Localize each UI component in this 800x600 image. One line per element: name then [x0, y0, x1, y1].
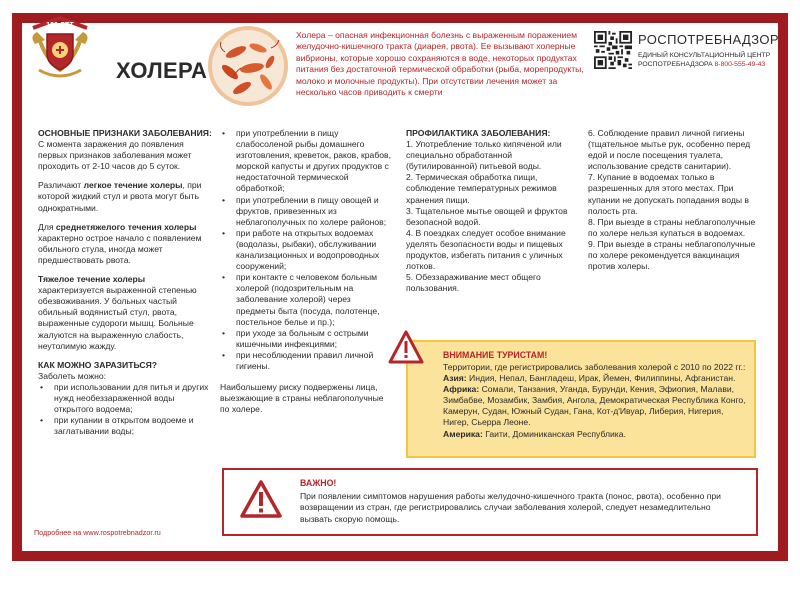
prevention-item: 3. Тщательное мытье овощей и фруктов безопасной водой. [406, 205, 568, 227]
prevention-item: 6. Соблюдение правил личной гигиены (тщательное мытье рук, особенно перед едой и после посещения туалета, использование средств санитарии). [588, 128, 751, 172]
prevention-item: 5. Обеззараживание мест общего пользования. [406, 272, 541, 294]
vibrio-bacteria-icon [208, 26, 288, 106]
important-heading: ВАЖНО! [300, 478, 337, 488]
rospotrebnadzor-emblem-icon [25, 14, 95, 84]
prevention-item: 9. При выезде в страны неблагополучные по холере рекомендуется вакцинация против холеры. [588, 238, 756, 272]
severe-heading: Тяжелое течение холеры [38, 274, 146, 285]
prevention-heading: ПРОФИЛАКТИКА ЗАБОЛЕВАНИЯ: [406, 128, 551, 138]
qr-code-icon[interactable] [594, 31, 632, 69]
prevention-item: 1. Употребление только кипяченой или специально обработанной (бутилированной) питьевой воды. [406, 139, 562, 172]
tourist-warning-body [443, 362, 751, 440]
page-title: ХОЛЕРА [116, 58, 208, 83]
severe-text: характеризуется выраженной степенью обезвоживания. У больных частый обильный водянистый стул, рвота, выраженные судороги мышц. Больные жалуются на выраженную слабость, неутолимую жажду. [38, 285, 197, 351]
list-item: • при купании в открытом водоеме и заглатывании воды; [38, 415, 212, 437]
list-item: • при контакте с человеком больным холерой (подозрительным на заболевание холерой) через предметы быта (посуда, полотенце, постельное белье и пр.); [220, 272, 392, 327]
region-america: Америка: Гаити, Доминиканская Республика. [443, 428, 626, 439]
important-text: При появлении симптомов нарушения работы желудочно-кишечного тракта (понос, рвота), особенно при возвращении из стран, где регистрировались случаи заболевания холерой, следует незамедлительно вызвать скорую помощь. [300, 491, 721, 524]
prevention-item: 2. Термическая обработка пищи, соблюдение температурных режимов хранения пищи. [406, 172, 557, 205]
column-prevention-2 [588, 128, 758, 272]
risk-note: Наибольшему риску подвержены лица, выезжающие в страны неблагополучные по холере. [220, 382, 384, 415]
emblem-label: 100 ЛЕТ [46, 22, 74, 29]
intro-text: Холера – опасная инфекционная болезнь с выраженным поражением желудочно-кишечного тракта (диарея, рвота). Ее вызывают холерные вибрионы, которые хорошо сохраняются в воде, некоторых продуктах питания без достаточной термической обработки (рыба, морепродукты, молоко и молочные продукты). При отсутствии лечения может за несколько часов приводить к смерти [296, 30, 584, 98]
tourist-warning-heading: ВНИМАНИЕ ТУРИСТАМ! [443, 350, 548, 360]
org-name: РОСПОТРЕБНАДЗОР [638, 32, 779, 47]
prevention-item: 8. При выезде в страны неблагополучные по холере нельзя купаться в водоемах. [588, 216, 756, 238]
light-course-text: Различают легкое течение холеры, при которой жидкий стул и рвота могут быть однократными. [38, 180, 202, 213]
signs-heading: ОСНОВНЫЕ ПРИЗНАКИ ЗАБОЛЕВАНИЯ: [38, 128, 212, 138]
infection-list-1 [38, 382, 212, 437]
prevention-item: 4. В поездках следует особое внимание уделять безопасности воды и пищевых продуктов, избегать питания с уличных лотков. [406, 227, 566, 272]
hotline-phone[interactable]: 8-800-555-49-43 [714, 61, 766, 68]
column-infection [220, 128, 392, 423]
infection-intro: Заболеть можно: [38, 370, 107, 381]
infection-heading: КАК МОЖНО ЗАРАЗИТЬСЯ? [38, 359, 158, 370]
warning-triangle-icon [240, 480, 282, 518]
infection-list-2 [220, 128, 392, 372]
org-center-line1: ЕДИНЫЙ КОНСУЛЬТАЦИОННЫЙ ЦЕНТР [638, 52, 771, 59]
region-africa: Африка: Сомали, Танзания, Уганда, Бурунди, Кения, Эфиопия, Малави, Зимбабве, Мозамбик, Замбия, Ангола, Демократическая Республика Конго, Камерун, Судан, Южный Судан, Гана, Кот-д'Ивуар, Либерия, Нигерия, Нигер, Сьерра Леоне. [443, 384, 746, 428]
list-item: • при несоблюдении правил личной гигиены. [220, 350, 392, 372]
list-item: • при работе на открытых водоемах (водолазы, рыбаки), обслуживании канализационных и водопроводных сооружений; [220, 228, 392, 272]
column-prevention [406, 128, 578, 294]
org-center-line2 [638, 61, 765, 69]
column-signs [38, 128, 212, 437]
region-asia: Азия: Индия, Непал, Бангладеш, Ирак, Йемен, Филиппины, Афганистан. [443, 373, 736, 384]
tourist-warning-box [406, 340, 756, 458]
prevention-item: 7. Купание в водоемах только в разрешенных для этого местах. При купании не допускать попадания воды в полость рта. [588, 172, 749, 216]
list-item: • при использовании для питья и других нужд необеззараженной воды открытого водоема; [38, 382, 212, 415]
org-center-name: РОСПОТРЕБНАДЗОРА [638, 61, 713, 68]
list-item: • при уходе за больным с острыми кишечными инфекциями; [220, 328, 392, 350]
list-item: • при употреблении в пищу слабосоленой рыбы домашнего изготовления, креветок, раков, крабов, морской капусты и других продуктов с недостаточной термической обработкой; [220, 128, 392, 195]
tourist-intro: Территории, где регистрировались заболевания холерой с 2010 по 2022 гг.: [443, 362, 746, 372]
medium-course-text: Для среднетяжелого течения холеры характерно острое начало с появлением обильного стула, иногда может предшествовать рвота. [38, 221, 202, 265]
more-info-link[interactable]: Подробнее на www.rospotrebnadzor.ru [34, 528, 161, 537]
warning-triangle-icon [388, 330, 424, 364]
list-item: • при употреблении в пищу овощей и фруктов, привезенных из неблагополучных по холере районов; [220, 195, 392, 228]
important-box [222, 468, 758, 536]
incubation-text: С момента заражения до появления первых признаков заболевания может проходить от 2-10 часов до 5 суток. [38, 139, 192, 172]
